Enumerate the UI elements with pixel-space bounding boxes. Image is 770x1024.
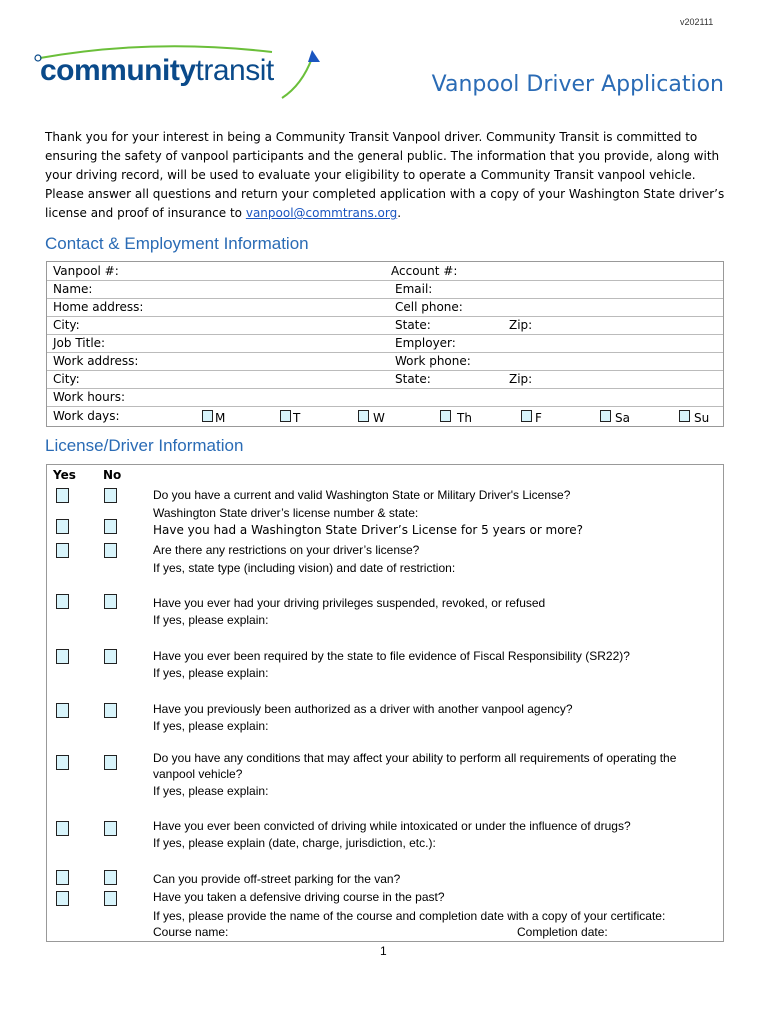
table-row: City: State: Zip: [47, 316, 723, 335]
work-day-label: W [373, 411, 385, 425]
question-detail: If yes, please explain: [153, 666, 269, 680]
q3-no-checkbox[interactable] [104, 543, 117, 558]
q3-yes-checkbox[interactable] [56, 543, 69, 558]
question-detail: If yes, please explain: [153, 613, 269, 627]
question-text: Have you ever had your driving privileges suspended, revoked, or refused [153, 596, 546, 610]
question-detail: If yes, please provide the name of the course and completion date with a copy of your certificate: [153, 909, 666, 923]
email-link[interactable]: vanpool@commtrans.org [245, 206, 398, 220]
logo-text-community: community [40, 54, 196, 87]
intro-paragraph: Thank you for your interest in being a Community Transit Vanpool driver. Community Transit is committed to ensuring the safety of vanpool participants and the general public. The information that you provide, along with your driving record, will be used to evaluate your eligibility to operate a Community Transit vanpool vehicle. Please answer all questions and return your completed application with a copy of your Washington State driver’s license and proof of insurance to vanpool@commtrans.org. [45, 130, 725, 220]
question-detail: If yes, state type (including vision) and date of restriction: [153, 561, 456, 575]
question-text: Have you taken a defensive driving course in the past? [153, 890, 445, 904]
q2-no-checkbox[interactable] [104, 519, 117, 534]
q4-yes-checkbox[interactable] [56, 594, 69, 609]
table-row: Vanpool #: Account #: [47, 262, 723, 281]
q10-no-checkbox[interactable] [104, 891, 117, 906]
q9-yes-checkbox[interactable] [56, 870, 69, 885]
work-day-label: T [293, 411, 301, 425]
question-text: Have you had a Washington State Driver’s License for 5 years or more? [153, 523, 584, 537]
page-number: 1 [380, 944, 387, 958]
question-text-continued: vanpool vehicle? [153, 767, 243, 781]
table-row: Work address: Work phone: [47, 352, 723, 371]
q5-no-checkbox[interactable] [104, 649, 117, 664]
q10-yes-checkbox[interactable] [56, 891, 69, 906]
license-section-heading: License/Driver Information [45, 436, 244, 455]
q1-yes-checkbox[interactable] [56, 488, 69, 503]
q6-yes-checkbox[interactable] [56, 703, 69, 718]
work-day-checkbox-f[interactable] [521, 410, 532, 422]
version-number: v202111 [680, 17, 714, 27]
contact-section-heading: Contact & Employment Information [45, 234, 309, 253]
q2-yes-checkbox[interactable] [56, 519, 69, 534]
question-detail: If yes, please explain: [153, 784, 269, 798]
work-day-checkbox-m[interactable] [202, 410, 213, 422]
work-day-checkbox-su[interactable] [679, 410, 690, 422]
contact-info-table [46, 261, 724, 427]
question-text: Do you have any conditions that may affect your ability to perform all requirements of operating the [153, 751, 677, 765]
q8-yes-checkbox[interactable] [56, 821, 69, 836]
work-day-label: F [535, 411, 542, 425]
q9-no-checkbox[interactable] [104, 870, 117, 885]
logo-text-transit: transit [195, 54, 274, 87]
work-day-checkbox-sa[interactable] [600, 410, 611, 422]
work-day-checkbox-w[interactable] [358, 410, 369, 422]
q4-no-checkbox[interactable] [104, 594, 117, 609]
question-detail: If yes, please explain (date, charge, jurisdiction, etc.): [153, 836, 436, 850]
q5-yes-checkbox[interactable] [56, 649, 69, 664]
work-days-row: Work days: [53, 409, 120, 423]
no-column-header: No [103, 468, 122, 482]
question-text: Do you have a current and valid Washington State or Military Driver's License? [153, 488, 571, 502]
license-info-table [46, 464, 724, 942]
table-row: Job Title: Employer: [47, 334, 723, 353]
question-detail: Washington State driver’s license number & state: [153, 506, 419, 520]
table-row: Name: Email: [47, 280, 723, 299]
work-day-label: Su [694, 411, 710, 425]
community-transit-logo [32, 40, 322, 100]
work-day-label: M [215, 411, 226, 425]
q1-no-checkbox[interactable] [104, 488, 117, 503]
work-day-checkbox-t[interactable] [280, 410, 291, 422]
work-day-label: Th [457, 411, 472, 425]
table-row: Work hours: [47, 388, 723, 407]
course-name-label: Course name: [153, 925, 229, 939]
work-day-checkbox-th[interactable] [440, 410, 451, 422]
q8-no-checkbox[interactable] [104, 821, 117, 836]
question-text: Can you provide off-street parking for the van? [153, 872, 401, 886]
question-text: Have you ever been required by the state to file evidence of Fiscal Responsibility (SR22)? [153, 649, 630, 663]
yes-column-header: Yes [53, 468, 76, 482]
q7-yes-checkbox[interactable] [56, 755, 69, 770]
question-text: Have you ever been convicted of driving while intoxicated or under the influence of drugs? [153, 819, 631, 833]
question-text: Have you previously been authorized as a driver with another vanpool agency? [153, 702, 573, 716]
completion-date-label: Completion date: [517, 925, 608, 939]
table-row: Home address: Cell phone: [47, 298, 723, 317]
table-row: City: State: Zip: [47, 370, 723, 389]
q6-no-checkbox[interactable] [104, 703, 117, 718]
document-title: Vanpool Driver Application [431, 72, 724, 97]
q7-no-checkbox[interactable] [104, 755, 117, 770]
question-text: Are there any restrictions on your driver’s license? [153, 543, 420, 557]
work-day-label: Sa [615, 411, 630, 425]
question-detail: If yes, please explain: [153, 719, 269, 733]
